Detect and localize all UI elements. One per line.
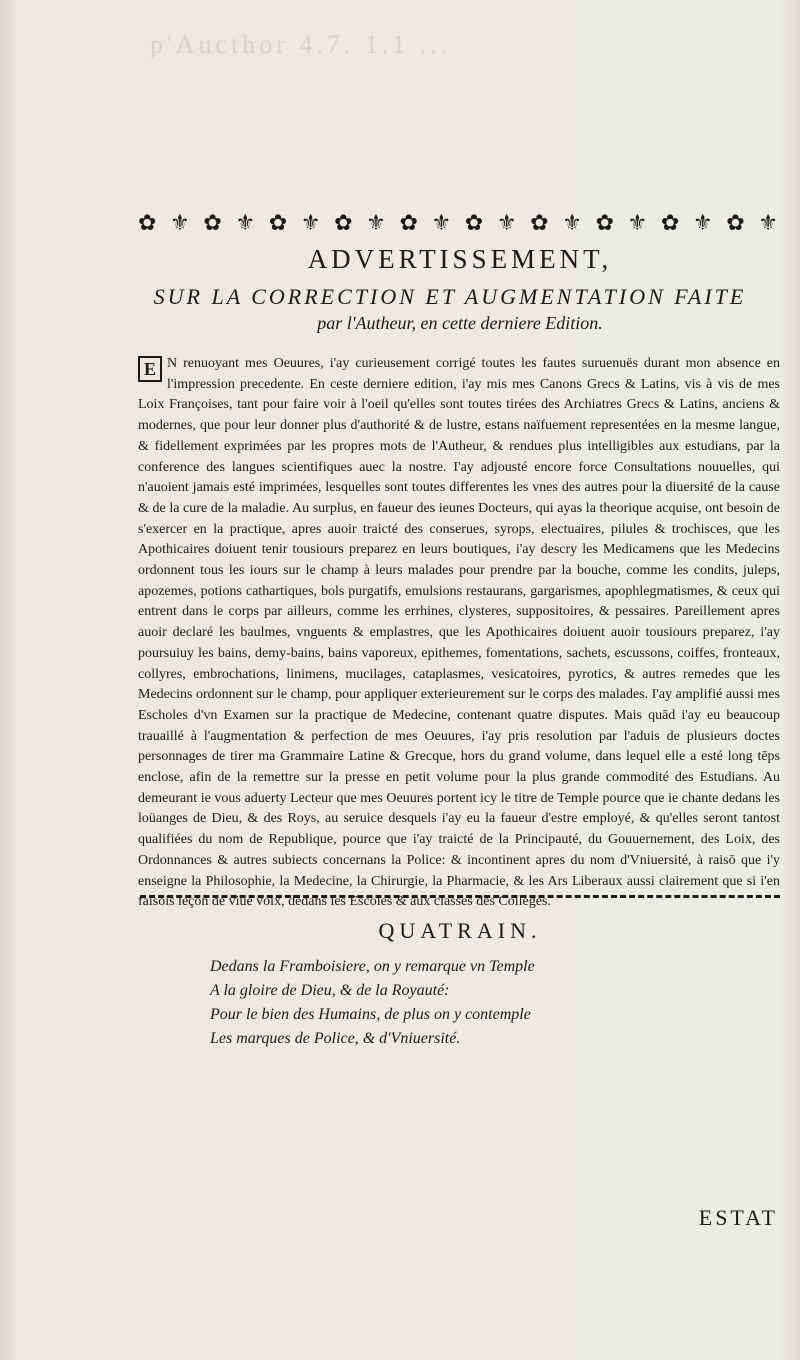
- fleuron-icon: ✿: [334, 210, 353, 235]
- fleuron-icon: ⚜: [496, 210, 517, 235]
- quatrain-line-3: Pour le bien des Humains, de plus on y contemple: [210, 1006, 531, 1023]
- quatrain-title: QUATRAIN.: [378, 918, 542, 943]
- fleuron-icon: ⚜: [692, 210, 713, 235]
- advertisement-body: [138, 354, 780, 913]
- fleuron-icon: ✿: [595, 210, 614, 235]
- fleuron-icon: ⚜: [366, 210, 386, 235]
- fleuron-icon: ⚜: [431, 210, 452, 235]
- page-title: ADVERTISSEMENT,: [307, 244, 613, 274]
- fleuron-icon: ✿: [399, 210, 418, 235]
- fleuron-icon: ✿: [464, 210, 484, 235]
- fleuron-icon: ✿: [268, 210, 288, 235]
- catchword: ESTAT: [698, 1205, 778, 1230]
- fleuron-icon: ⚜: [235, 210, 256, 235]
- body-paragraph: N renuoyant mes Oeuures, i'ay curieusement corrigé toutes les fautes suruenuës durant mon absence en l'impression precedente. En ceste derniere edition, i'ay mis mes Canons Grecs & Latins, vis à vis de mes Loix Françoises, tant pour faire voir à l'oeil qu'elles sont toutes tirées des Archiatres Grecs & Latins, anciens & modernes, que pour leur donner plus d'authorité & de lustre, estans naïfuement representées en la mesme langue, & fidellement exprimées par les propres mots de l'Autheur, & rendues plus intelligibles aux estudians, par la conference des langues scientifiques auec la nostre. I'ay adjousté encore force Consultations nouuelles, qui n'auoient jamais esté imprimées, lesquelles sont toutes differentes les vnes des autres pour la diuersité de la cause & de la cure de la maladie. Au surplus, en faueur des ieunes Docteurs, qui ayas la theorique acquise, ont besoin de s'exercer en la practique, apres auoir traicté des conserues, syrops, electuaires, pilules & trochisces, que les Apothicaires doiuent tenir tousiours preparez en leurs boutiques, i'ay descry les Medicamens que les Medecins ordonnent tous les iours sur le champ à leurs malades pour prendre par la bouche, comme les condits, juleps, apozemes, potions cathartiques, bols purgatifs, emulsions restaurans, gargarismes, apophlegmatismes, & ceux qui entrent dans le corps par ailleurs, comme les errhines, clysteres, suppositoires, & pessaires. Pareillement apres auoir declaré les baulmes, vnguents & emplastres, que les Apothicaires doiuent auoir tousiours preparez, i'ay poursuiuy les bains, demy-bains, bains vaporeux, epithemes, fomentations, sachets, escussons, coiffes, fronteaux, collyres, embrochations, linimens, mucilages, cataplasmes, vesicatoires, pyrotics, & autres remedes que les Medecins ordonnent sur le champ, pour appliquer exterieurement sur le corps des malades. I'ay amplifié aussi mes Escholes d'vn Examen sur la practique de Medecine, contenant quatre disputes. Mais quād i'ay eu beaucoup trauaillé à l'augmentation & perfection de mes Oeuures, i'ay pris resolution par l'aduis de plusieurs doctes personnages de tirer ma Grammaire Latine & Grecque, hors du grand volume, dans lequel elle a esté long tēps enclose, afin de la remettre sur la presse en petit volume pour la plus grande commodité des Estudians. Au demeurant ie vous aduerty Lecteur que mes Oeuures portent icy le titre de Temple pource que ie chante dedans les loüanges de Dieu, & des Roys, au seruice desquels i'ay eu la faueur d'estre employé, & qu'elles seront tantost qualifiées du nom de Republique, pource que i'ay traicté de la Principauté, du Gouuernement, des Loix, des Ordonnances & autres subiects concernans la Police: & incontinent apres du nom d'Vniuersité, à raisō que i'y enseigne la Philosophie, la Medecine, la Chirurgie, la Pharmacie, & les Ars Liberaux aussi clairement que si i'en faisois leçon de viue voix, dedans les Escoles & aux classes des Colleges.: [138, 356, 780, 910]
- fleuron-icon: ✿: [660, 210, 680, 235]
- fleuron-icon: ✿: [203, 210, 222, 235]
- bleed-through-text: p'Aucthor 4.7. 1.1 ...: [150, 30, 452, 59]
- page-subtitle: SUR LA CORRECTION ET AUGMENTATION FAITE: [153, 284, 747, 309]
- quatrain-line-1: Dedans la Framboisiere, on y remarque vn Temple: [210, 958, 535, 975]
- section-divider: [140, 895, 780, 898]
- fleuron-icon: ⚜: [562, 210, 582, 235]
- fleuron-icon: ⚜: [170, 210, 190, 235]
- fleuron-icon: ⚜: [300, 210, 321, 235]
- quatrain-line-4: Les marques de Police, & d'Vniuersité.: [210, 1030, 461, 1047]
- fleuron-icon: ✿: [726, 210, 745, 235]
- fleuron-icon: ✿: [138, 210, 157, 235]
- page-subtitle-line2: par l'Autheur, en cette derniere Edition.: [317, 313, 603, 333]
- ornament-border: [138, 208, 778, 238]
- fleuron-icon: ✿: [530, 210, 549, 235]
- fleuron-icon: ⚜: [758, 210, 778, 235]
- quatrain-line-2: A la gloire de Dieu, & de la Royauté:: [210, 982, 450, 999]
- drop-cap: E: [138, 356, 162, 382]
- fleuron-icon: ⚜: [627, 210, 648, 235]
